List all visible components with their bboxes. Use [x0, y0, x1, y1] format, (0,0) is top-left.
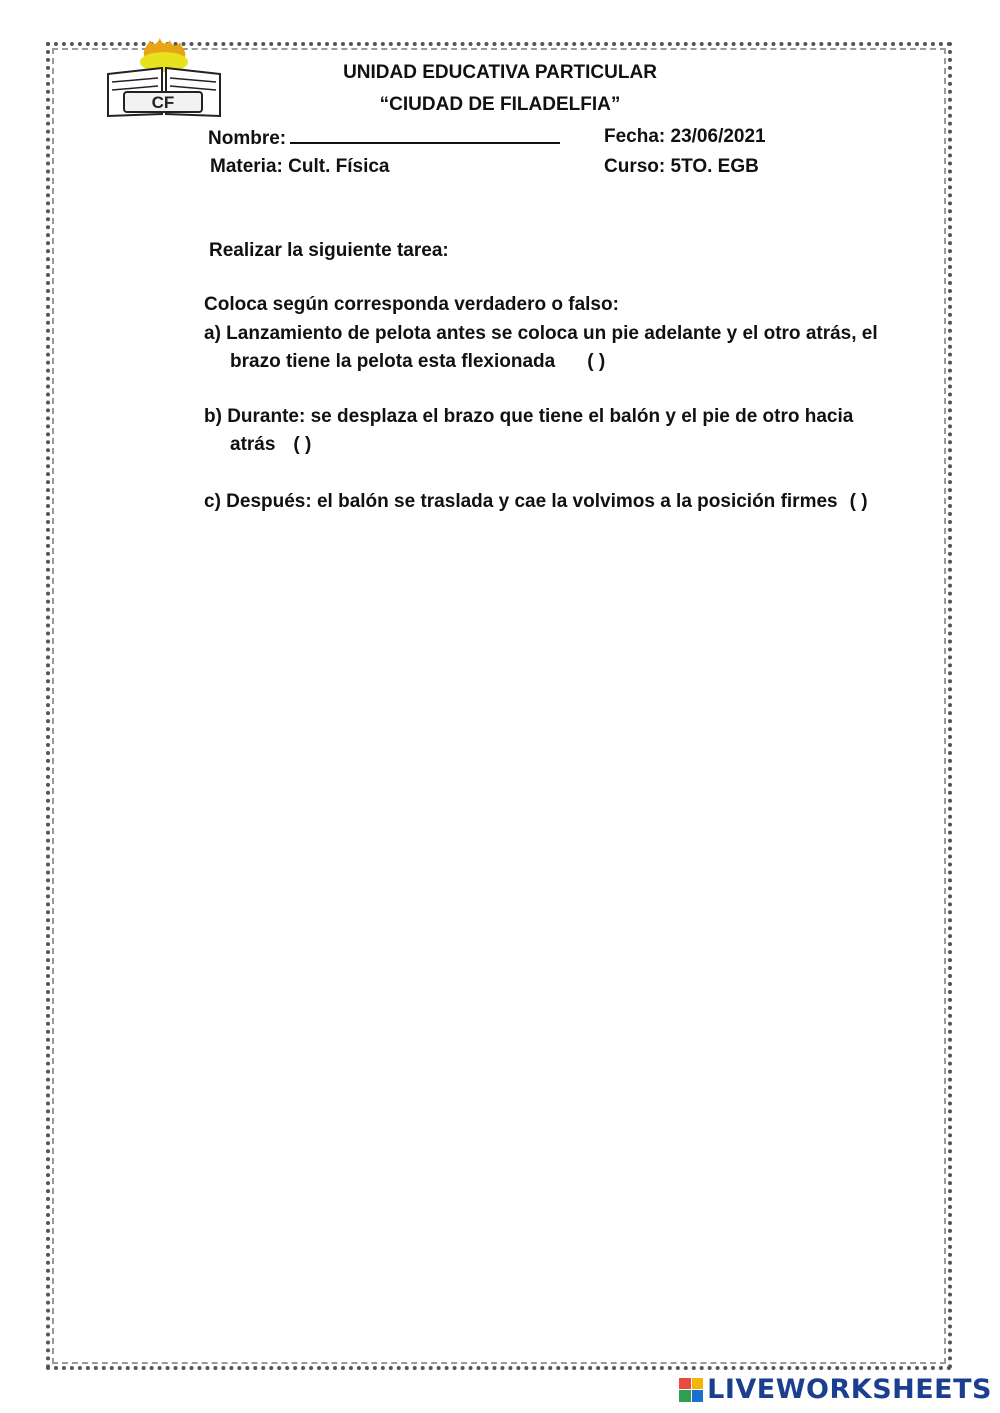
answer-box[interactable]: ( )	[587, 351, 606, 372]
nombre-label: Nombre:	[208, 128, 287, 149]
school-name-line2: “CIUDAD DE FILADELFIA”	[379, 94, 621, 115]
question-text-line1: c) Después: el balón se traslada y cae la volvimos a la posición firmes	[204, 491, 838, 512]
liveworksheets-wordmark: LIVEWORKSHEETS	[707, 1374, 992, 1405]
question-text-line1: b) Durante: se desplaza el brazo que tiene el balón y el pie de otro hacia	[204, 406, 854, 427]
question-c	[204, 488, 924, 516]
fecha-text: Fecha: 23/06/2021	[604, 126, 766, 147]
liveworksheets-logo-icon	[679, 1378, 703, 1402]
liveworksheets-brand	[679, 1374, 992, 1405]
question-text-line2: brazo tiene la pelota esta flexionada	[230, 351, 556, 372]
question-text-line2: atrás	[230, 434, 276, 455]
page-border-inner	[52, 48, 946, 1364]
logo-lettering: CF	[151, 93, 175, 112]
true-false-prompt: Coloca según corresponda verdadero o falso:	[204, 294, 619, 315]
question-a	[204, 320, 924, 376]
curso-text: Curso: 5TO. EGB	[604, 156, 759, 177]
question-text-line1: a) Lanzamiento de pelota antes se coloca un pie adelante y el otro atrás, el	[204, 323, 878, 344]
task-instruction: Realizar la siguiente tarea:	[209, 240, 449, 261]
answer-box[interactable]: ( )	[849, 491, 868, 512]
school-name-line1: UNIDAD EDUCATIVA PARTICULAR	[343, 62, 657, 83]
question-b	[204, 403, 924, 459]
materia-text: Materia: Cult. Física	[210, 156, 390, 177]
nombre-blank-line[interactable]	[290, 126, 560, 144]
nombre-field	[208, 126, 560, 150]
answer-box[interactable]: ( )	[293, 434, 312, 455]
